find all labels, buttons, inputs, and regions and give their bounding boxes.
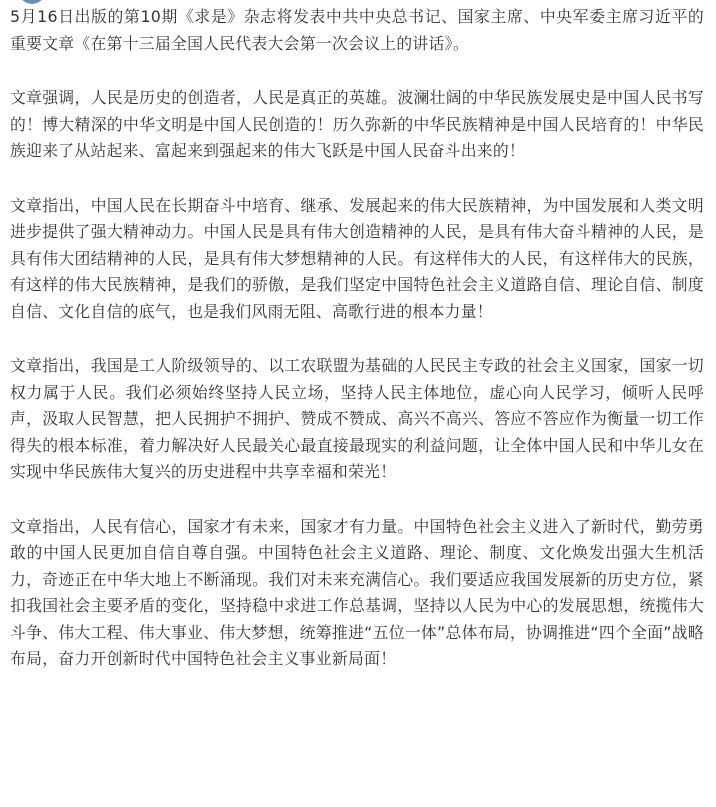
article-paragraph: 文章指出，我国是工人阶级领导的、以工农联盟为基础的人民民主专政的社会主义国家，国家一切权力属于人民。我们必须始终坚持人民立场，坚持人民主体地位，虚心向人民学习，倾听人民呼声，汲取人民智慧，把人民拥护不拥护、赞成不赞成、高兴不高兴、答应不答应作为衡量一切工作得失的根本标准，着力解决好人民最关心最直接最现实的利益问题，让全体中国人民和中华儿女在实现中华民族伟大复兴的历史进程中共享幸福和荣光！ (10, 356, 704, 481)
article-paragraph: 文章指出，人民有信心，国家才有未来，国家才有力量。中国特色社会主义进入了新时代，勤劳勇敢的中国人民更加自信自尊自强。中国特色社会主义道路、理论、制度、文化焕发出强大生机活力，奇迹正在中华大地上不断涌现。我们对未来充满信心。我们要适应我国发展新的历史方位，紧扣我国社会主要矛盾的变化，坚持稳中求进工作总基调，坚持以人民为中心的发展思想，统揽伟大斗争、伟大工程、伟大事业、伟大梦想，统筹推进“五位一体”总体布局，协调推进“四个全面”战略布局，奋力开创新时代中国特色社会主义事业新局面！ (10, 516, 704, 668)
article-paragraph: 5月16日出版的第10期《求是》杂志将发表中共中央总书记、国家主席、中央军委主席习近平的重要文章《在第十三届全国人民代表大会第一次会议上的讲话》。 (10, 7, 704, 53)
article-paragraph: 文章强调，人民是历史的创造者，人民是真正的英雄。波澜壮阔的中华民族发展史是中国人民书写的！博大精深的中华文明是中国人民创造的！历久弥新的中华民族精神是中国人民培育的！中华民族迎来了从站起来、富起来到强起来的伟大飞跃是中国人民奋斗出来的！ (10, 88, 704, 160)
article-paragraph: 文章指出，中国人民在长期奋斗中培育、继承、发展起来的伟大民族精神，为中国发展和人类文明进步提供了强大精神动力。中国人民是具有伟大创造精神的人民，是具有伟大奋斗精神的人民，是具有伟大团结精神的人民，是具有伟大梦想精神的人民。有这样伟大的人民，有这样伟大的民族，有这样的伟大民族精神，是我们的骄傲，是我们坚定中国特色社会主义道路自信、理论自信、制度自信、文化自信的底气，也是我们风雨无阻、高歌行进的根本力量！ (10, 195, 704, 321)
